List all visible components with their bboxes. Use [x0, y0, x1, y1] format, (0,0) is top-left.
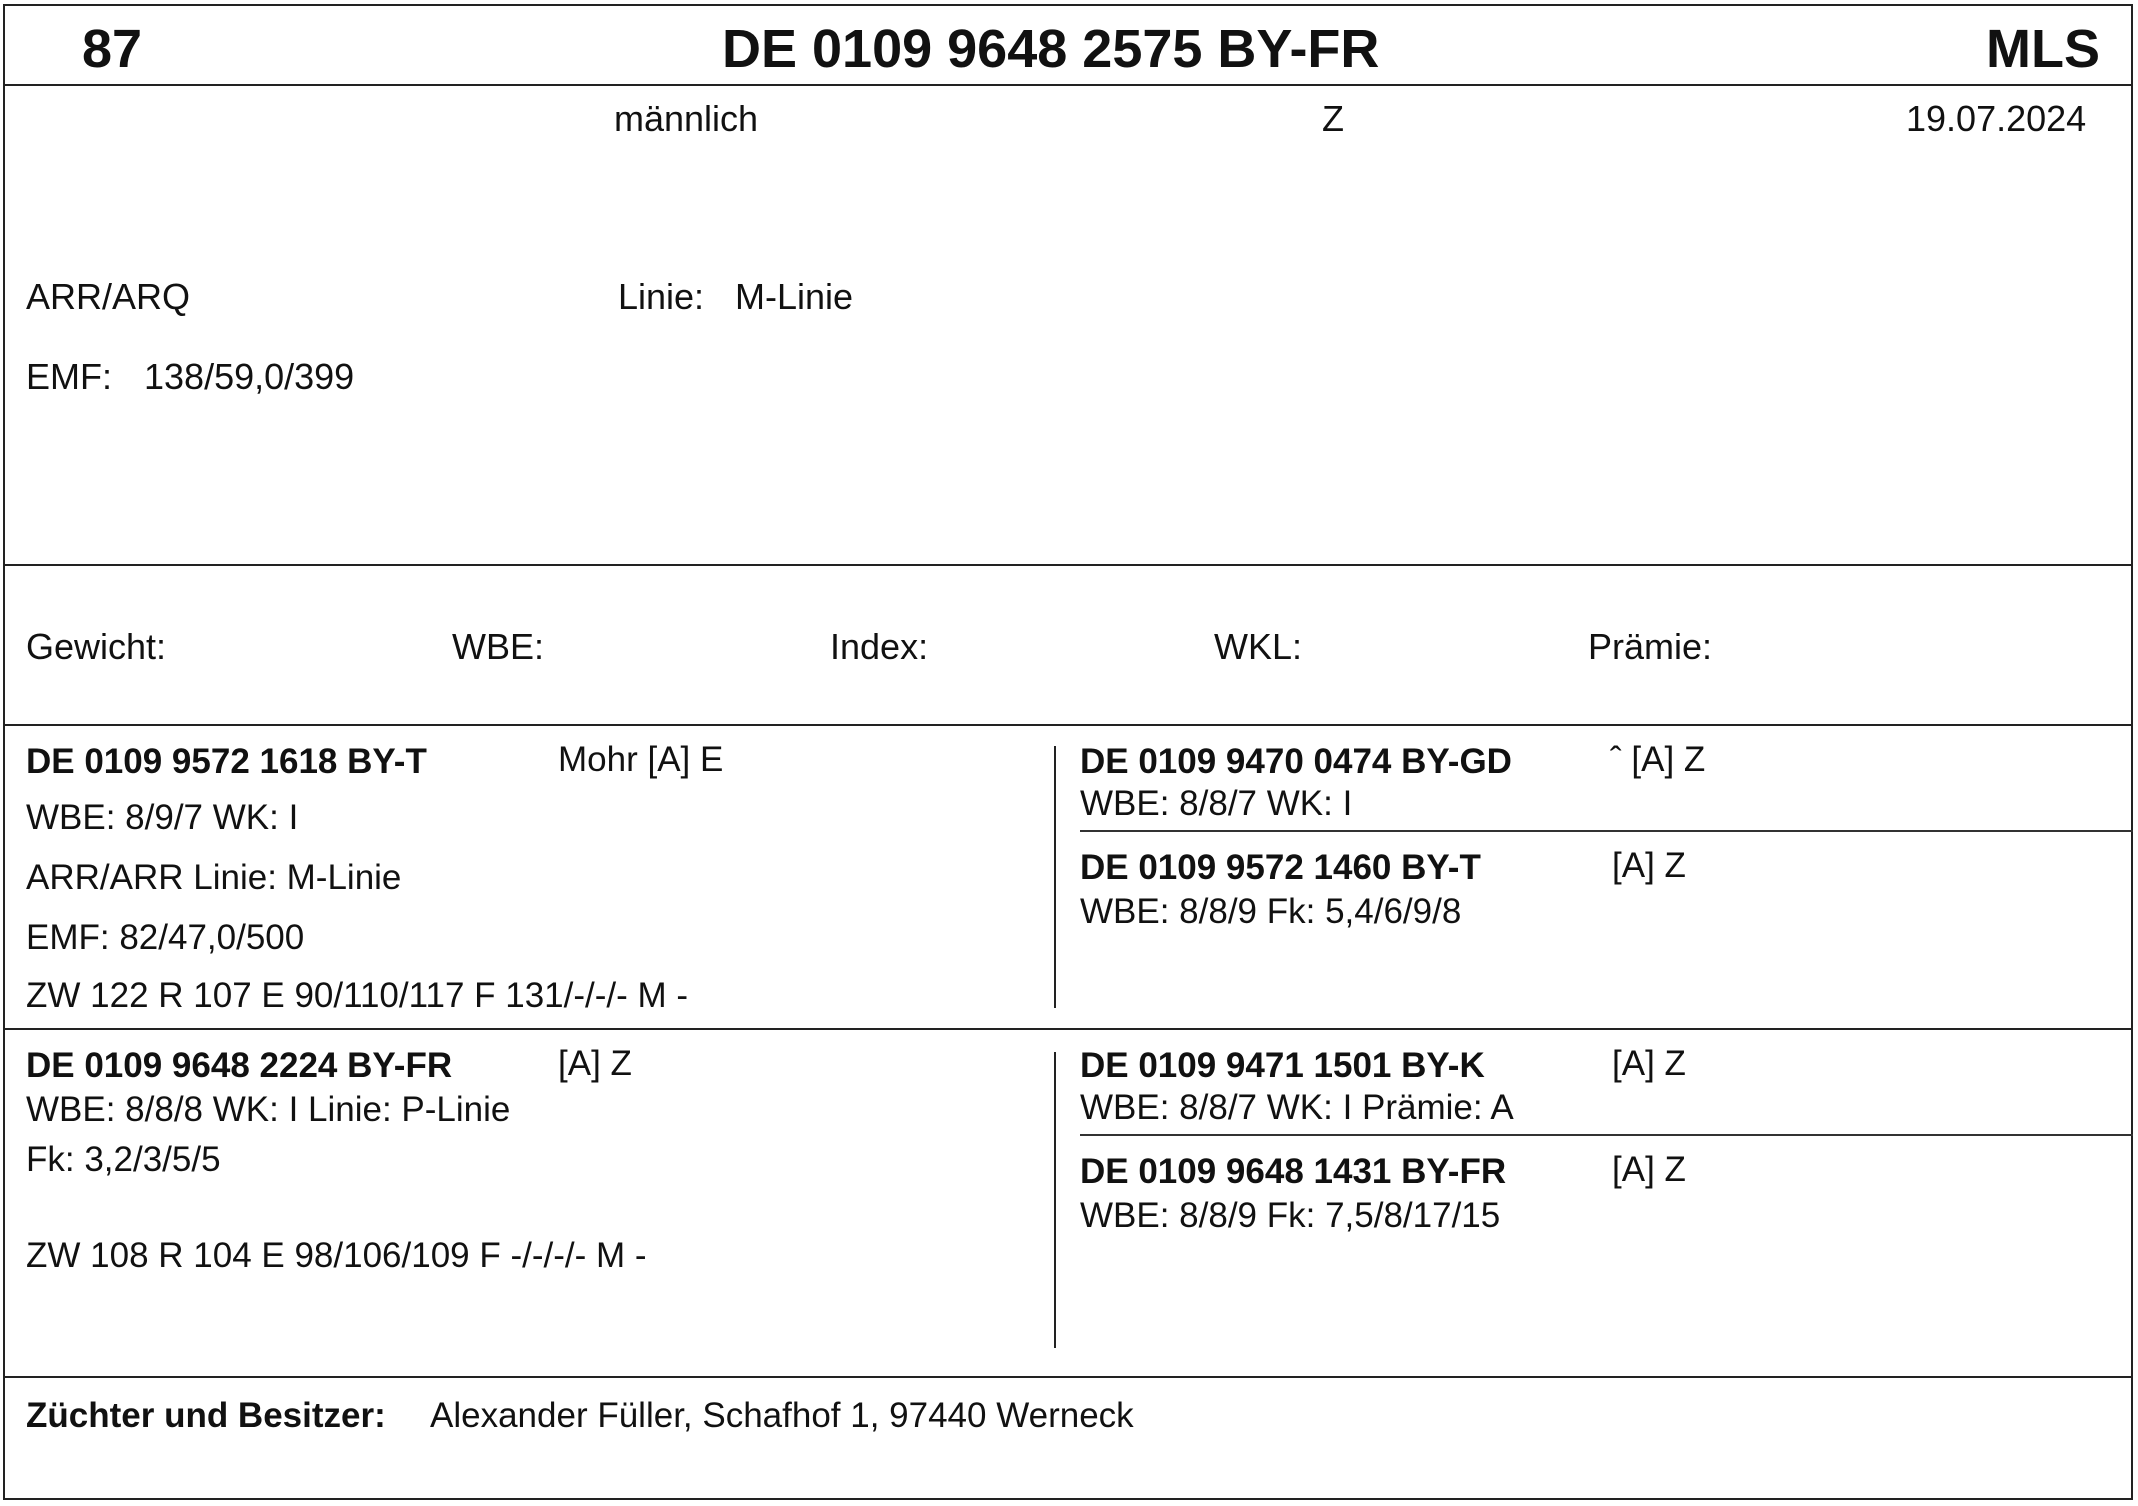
- genotype: ARR/ARQ: [26, 276, 191, 317]
- premium-label: Prämie:: [1588, 626, 1713, 667]
- line-value: M-Linie: [735, 276, 854, 317]
- sire-line-4: ZW 122 R 107 E 90/110/117 F 131/-/-/- M -: [26, 976, 689, 1015]
- line-label: Linie:: [618, 276, 705, 317]
- lot-number: 87: [82, 19, 143, 79]
- sire-line-3: EMF: 82/47,0/500: [26, 918, 305, 957]
- dam-dam-line-1: WBE: 8/8/9 Fk: 7,5/8/17/15: [1080, 1196, 1501, 1235]
- dam-line-3: ZW 108 R 104 E 98/106/109 F -/-/-/- M -: [26, 1236, 647, 1275]
- sex: männlich: [614, 98, 759, 139]
- index-label: Index:: [830, 626, 929, 667]
- breeder-label: Züchter und Besitzer:: [26, 1396, 386, 1435]
- dam-sire-ring: DE 0109 9471 1501 BY-K: [1080, 1046, 1485, 1085]
- breeder-value: Alexander Füller, Schafhof 1, 97440 Werneck: [430, 1396, 1134, 1435]
- sire-line-1: WBE: 8/9/7 WK: I: [26, 798, 299, 837]
- sire-sire-tag: ˆ [A] Z: [1610, 740, 1706, 779]
- weight-label: Gewicht:: [26, 626, 167, 667]
- wbe-label: WBE:: [452, 626, 545, 667]
- dam-grandparents-divider: [1080, 1134, 2133, 1136]
- sire-grandparents-divider: [1080, 830, 2133, 832]
- dam-dam-tag: [A] Z: [1612, 1150, 1686, 1189]
- ring-number: DE 0109 9648 2575 BY-FR: [722, 19, 1380, 79]
- mark: Z: [1322, 98, 1344, 139]
- dam-sire-tag: [A] Z: [1612, 1044, 1686, 1083]
- dam-ring: DE 0109 9648 2224 BY-FR: [26, 1046, 453, 1085]
- dam-line-1: WBE: 8/8/8 WK: I Linie: P-Linie: [26, 1090, 511, 1129]
- sire-sire-ring: DE 0109 9470 0474 BY-GD: [1080, 742, 1512, 781]
- header-divider: [3, 84, 2133, 86]
- sire-dam-line-1: WBE: 8/8/9 Fk: 5,4/6/9/8: [1080, 892, 1462, 931]
- breed-code: MLS: [1986, 19, 2100, 79]
- sire-line-2: ARR/ARR Linie: M-Linie: [26, 858, 402, 897]
- dam-line-2: Fk: 3,2/3/5/5: [26, 1140, 221, 1179]
- sire-dam-ring: DE 0109 9572 1460 BY-T: [1080, 848, 1481, 887]
- emf-label: EMF:: [26, 356, 112, 397]
- birth-date: 19.07.2024: [1906, 98, 2087, 139]
- emf-value: 138/59,0/399: [144, 356, 355, 397]
- dam-column-divider: [1054, 1052, 1056, 1348]
- sire-sire-line-1: WBE: 8/8/7 WK: I: [1080, 784, 1353, 823]
- sire-dam-divider: [3, 1028, 2133, 1030]
- dam-dam-ring: DE 0109 9648 1431 BY-FR: [1080, 1152, 1507, 1191]
- sire-ring: DE 0109 9572 1618 BY-T: [26, 742, 427, 781]
- sire-tag: Mohr [A] E: [558, 740, 724, 779]
- sire-dam-tag: [A] Z: [1612, 846, 1686, 885]
- info-divider: [3, 564, 2133, 566]
- assessment-divider: [3, 724, 2133, 726]
- dam-sire-line-1: WBE: 8/8/7 WK: I Prämie: A: [1080, 1088, 1514, 1127]
- wkl-label: WKL:: [1214, 626, 1303, 667]
- dam-tag: [A] Z: [558, 1044, 632, 1083]
- footer-divider: [3, 1376, 2133, 1378]
- sire-column-divider: [1054, 746, 1056, 1008]
